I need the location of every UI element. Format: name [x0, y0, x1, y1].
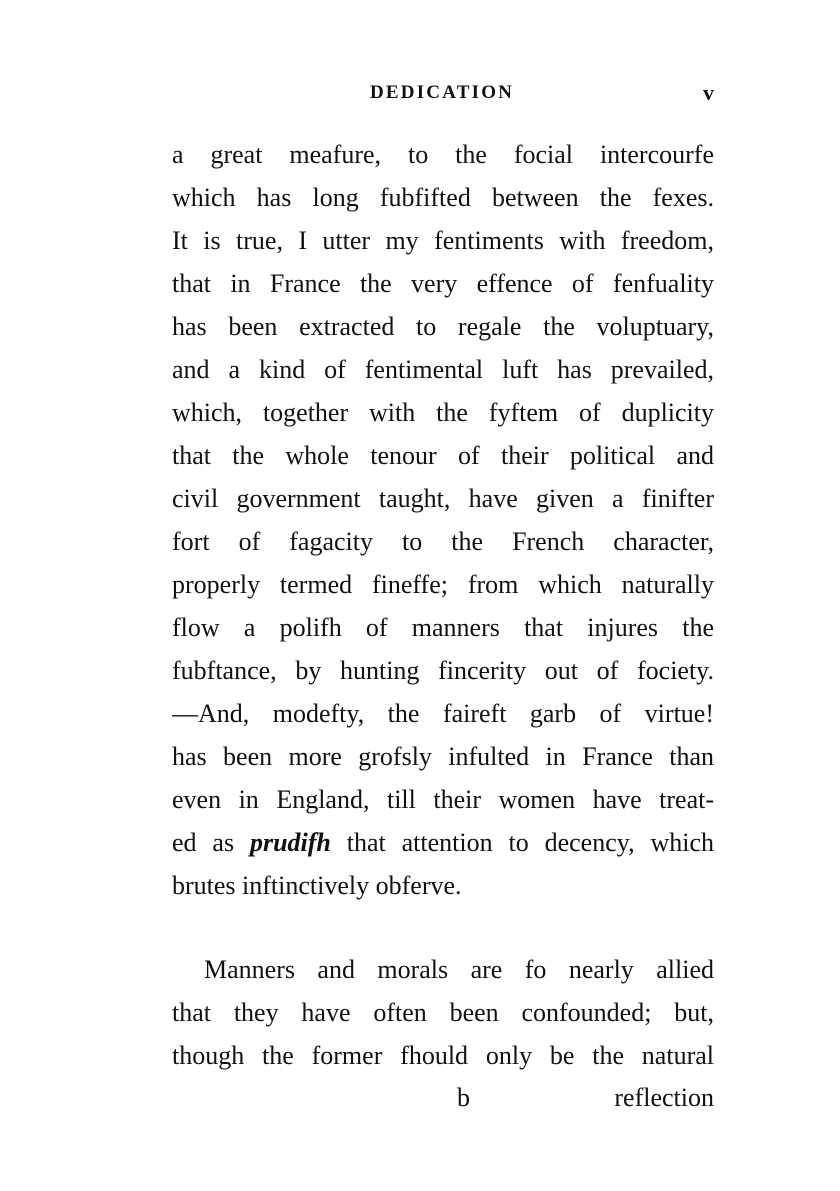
text-line: has been extracted to regale the voluptuary,: [172, 312, 714, 341]
text-line: fort of fagacity to the French character,: [172, 527, 714, 556]
paragraph-2: [172, 948, 714, 1077]
text-line: a great meafure, to the focial intercourfe: [172, 140, 714, 169]
page-footer: [172, 1076, 714, 1119]
text-line: civil government taught, have given a finifter: [172, 484, 714, 513]
text-line: It is true, I utter my fentiments with freedom,: [172, 226, 714, 255]
text-line: flow a polifh of manners that injures the: [172, 613, 714, 642]
signature-mark: b: [457, 1083, 470, 1112]
text-segment: ed as: [172, 828, 250, 857]
text-line: which, together with the fyftem of duplicity: [172, 398, 714, 427]
paragraph-1: [172, 133, 714, 907]
text-line: though the former fhould only be the natural: [172, 1041, 714, 1070]
text-segment: that attention to decency, which: [330, 828, 714, 857]
text-line: and a kind of fentimental luft has prevailed,: [172, 355, 714, 384]
text-line-with-italic: [172, 821, 714, 864]
text-line: even in England, till their women have treat-: [172, 785, 714, 814]
text-line: has been more grofsly infulted in France than: [172, 742, 714, 771]
text-line: —And, modefty, the faireft garb of virtue!: [172, 699, 714, 728]
italic-word: prudifh: [249, 828, 331, 857]
page-header: [172, 82, 714, 108]
text-line: properly termed fineffe; from which naturally: [172, 570, 714, 599]
text-line: that they have often been confounded; but,: [172, 998, 714, 1027]
page-number: v: [703, 80, 714, 105]
text-line: that in France the very effence of fenfuality: [172, 269, 714, 298]
text-line: Manners and morals are fo nearly allied: [204, 955, 714, 984]
running-head: DEDICATION: [370, 82, 515, 103]
catchword: reflection: [614, 1083, 714, 1112]
text-line: fubftance, by hunting fincerity out of fociety.: [172, 656, 714, 685]
text-line-final: brutes inftinctively obferve.: [172, 871, 462, 900]
text-line: that the whole tenour of their political and: [172, 441, 714, 470]
text-line: which has long fubfifted between the fexes.: [172, 183, 714, 212]
